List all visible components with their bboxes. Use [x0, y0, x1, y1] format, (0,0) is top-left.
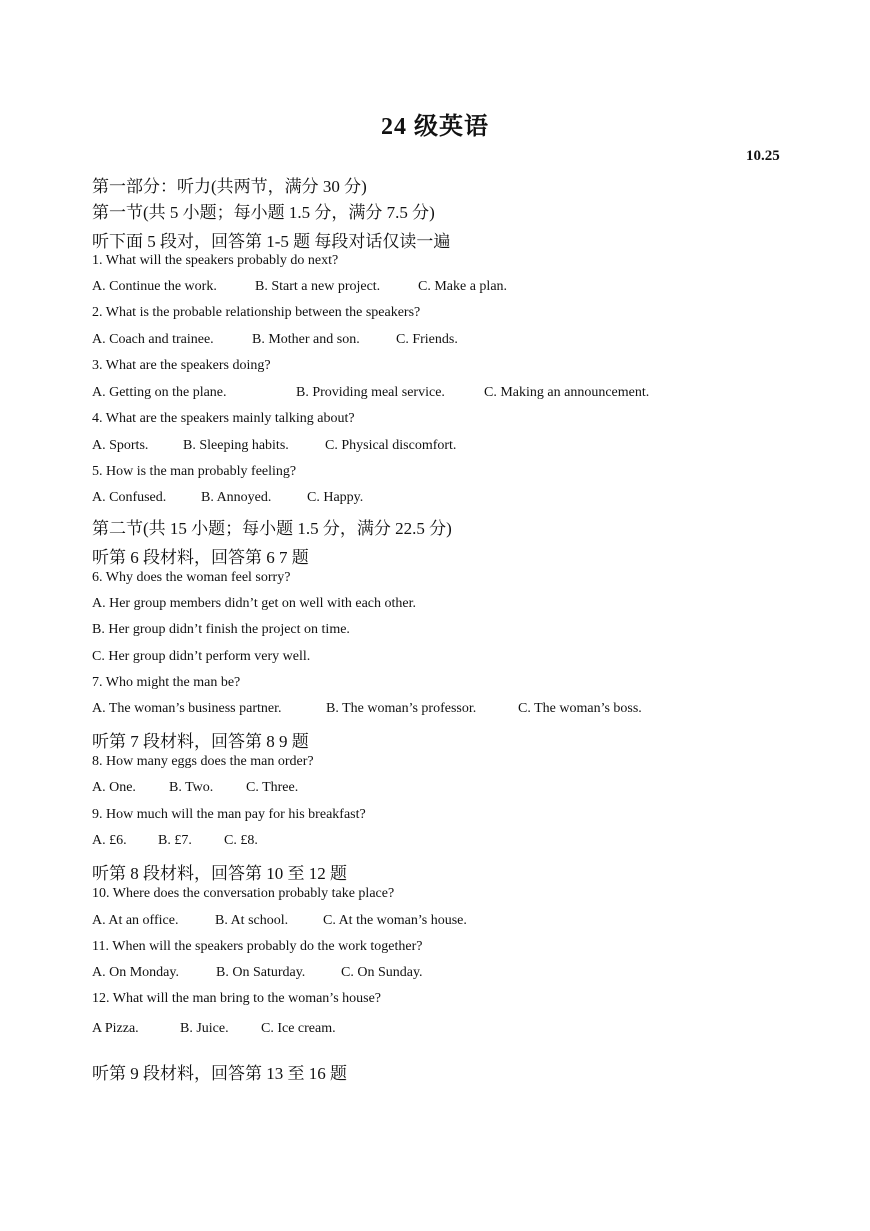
question-11: 11. When will the speakers probably do the work together? [92, 939, 423, 954]
q7-option-b: B. The woman’s professor. [326, 701, 477, 716]
q7-option-c: C. The woman’s boss. [518, 701, 642, 716]
q8-option-c: C. Three. [246, 780, 299, 795]
q4-option-b: B. Sleeping habits. [183, 438, 289, 453]
q2-option-c: C. Friends. [396, 332, 458, 347]
q7-option-a: A. The woman’s business partner. [92, 701, 282, 716]
question-12: 12. What will the man bring to the woman’s house? [92, 991, 382, 1006]
q1-option-b: B. Start a new project. [255, 279, 381, 294]
group-8-heading: 听第 8 段材料，回答第 10 至 12 题 [92, 864, 347, 883]
q9-option-a: A. £6. [92, 833, 127, 848]
q11-option-c: C. On Sunday. [341, 965, 423, 980]
group-9-heading: 听第 9 段材料，回答第 13 至 16 题 [92, 1064, 347, 1083]
q1-option-a: A. Continue the work. [92, 279, 217, 294]
question-8: 8. How many eggs does the man order? [92, 754, 314, 769]
question-4: 4. What are the speakers mainly talking about? [92, 411, 355, 426]
q8-option-a: A. One. [92, 780, 136, 795]
q3-option-a: A. Getting on the plane. [92, 385, 227, 400]
q12-option-a: A Pizza. [92, 1021, 139, 1036]
question-10: 10. Where does the conversation probably take place? [92, 886, 395, 901]
q6-option-a: A. Her group members didn’t get on well with each other. [92, 596, 416, 611]
document-title: 24 级英语 [381, 114, 489, 140]
question-5: 5. How is the man probably feeling? [92, 464, 297, 479]
q12-option-b: B. Juice. [180, 1021, 229, 1036]
q3-option-c: C. Making an announcement. [484, 385, 650, 400]
q6-option-c: C. Her group didn’t perform very well. [92, 649, 311, 664]
q10-option-c: C. At the woman’s house. [323, 913, 467, 928]
q5-option-b: B. Annoyed. [201, 490, 272, 505]
q5-option-c: C. Happy. [307, 490, 364, 505]
q11-option-a: A. On Monday. [92, 965, 179, 980]
question-7: 7. Who might the man be? [92, 675, 241, 690]
q5-option-a: A. Confused. [92, 490, 167, 505]
question-3: 3. What are the speakers doing? [92, 358, 271, 373]
section1-instruction: 听下面 5 段对，回答第 1-5 题 每段对话仅读一遍 [92, 232, 451, 251]
group-7-heading: 听第 7 段材料，回答第 8 9 题 [92, 732, 309, 751]
q4-option-c: C. Physical discomfort. [325, 438, 457, 453]
q11-option-b: B. On Saturday. [216, 965, 306, 980]
q10-option-a: A. At an office. [92, 913, 179, 928]
part1-heading: 第一部分：听力(共两节，满分 30 分) [92, 177, 367, 196]
q10-option-b: B. At school. [215, 913, 289, 928]
q9-option-c: C. £8. [224, 833, 258, 848]
q9-option-b: B. £7. [158, 833, 192, 848]
q1-option-c: C. Make a plan. [418, 279, 508, 294]
q12-option-c: C. Ice cream. [261, 1021, 336, 1036]
question-1: 1. What will the speakers probably do next? [92, 253, 339, 268]
question-6: 6. Why does the woman feel sorry? [92, 570, 291, 585]
q2-option-a: A. Coach and trainee. [92, 332, 214, 347]
exam-date: 10.25 [746, 148, 780, 164]
question-9: 9. How much will the man pay for his breakfast? [92, 807, 366, 822]
group-6-heading: 听第 6 段材料，回答第 6 7 题 [92, 548, 309, 567]
section2-heading: 第二节(共 15 小题；每小题 1.5 分，满分 22.5 分) [92, 519, 452, 538]
q3-option-b: B. Providing meal service. [296, 385, 445, 400]
q4-option-a: A. Sports. [92, 438, 149, 453]
q2-option-b: B. Mother and son. [252, 332, 360, 347]
question-2: 2. What is the probable relationship between the speakers? [92, 305, 421, 320]
q6-option-b: B. Her group didn’t finish the project on time. [92, 622, 350, 637]
q8-option-b: B. Two. [169, 780, 214, 795]
section1-heading: 第一节(共 5 小题；每小题 1.5 分，满分 7.5 分) [92, 203, 435, 222]
